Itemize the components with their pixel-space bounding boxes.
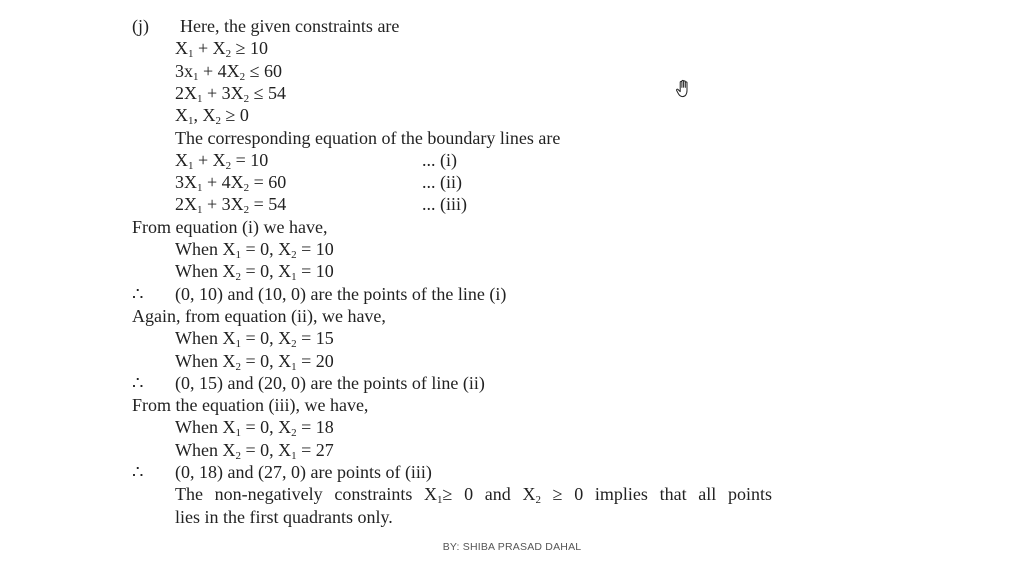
intro-text: Here, the given constraints are bbox=[180, 16, 400, 36]
therefore-symbol: ∴ bbox=[132, 372, 144, 393]
equation-ref: ... (ii) bbox=[422, 172, 462, 193]
constraint-expression: $X_1$, $X_2 \ge 0$ bbox=[175, 105, 249, 128]
equation-expression: $2X_1 + 3X_2 = 54$ bbox=[175, 194, 287, 217]
constraint-expression: $X_1 + X_2 \ge 10$ bbox=[175, 38, 269, 61]
hand-pointer-icon bbox=[675, 79, 693, 99]
therefore-symbol: ∴ bbox=[132, 462, 144, 482]
closing-text-justified: The non-negatively constraints $X_1\ge 0$ and $X_2 \ge 0$ implies that all points bbox=[175, 484, 772, 507]
therefore-symbol: ∴ bbox=[132, 283, 144, 304]
solution-label: (j) bbox=[132, 16, 149, 36]
closing-text: lies in the first quadrants only. bbox=[175, 506, 393, 527]
slide: (j) Here, the given constraints are $X_1 + X_2 \ge 10$ $3x_1 + 4X_2 \le 60$ $2X_1 + 3X_2 \le 54$ $X_1$, $X_2 \ge 0$ The corresponding equation of the boundary lines are $X_1 + X_2 = 10$ ... (i) $3X_1 + 4X_2 = 60$ ... (ii) $2X_1 + 3X_2 = 54$ ... (iii) From equation (i) we have, When $X_1 = 0$, $X_2 = 10$ When $X_2 = 0$, $X_1 = 10$ ∴ (0, 10) and (10, 0) are the points of the line (i) Again, from equation (ii), we have, When $X_1 = 0$, $X_2 = 15$ When $X_2 = 0$, $X_1 = 20$ ∴ (0, 15) and (20, 0) are the points of line (ii) From the equation (iii), we have, When $X_1 = 0$, $X_2 = 18$ When $X_2 = 0$, $X_1 = 27$ ∴ (0, 18) and (27, 0) are points of (iii) The non-negatively constraints $X_1\ge 0$ and $X_2 \ge 0$ implies that all points lies in the first quadrants only. bbox=[132, 16, 772, 527]
equation-expression: $3X_1 + 4X_2 = 60$ bbox=[175, 172, 287, 195]
equation-ref: ... (i) bbox=[422, 149, 457, 170]
equation-ref: ... (iii) bbox=[422, 194, 467, 215]
equation-expression: $X_1 + X_2 = 10$ bbox=[175, 149, 269, 172]
constraint-expression: $3x_1 + 4X_2 \le 60$ bbox=[175, 60, 283, 83]
footer-credit: BY: SHIBA PRASAD DAHAL bbox=[442, 541, 582, 553]
constraint-expression: $2X_1 + 3X_2 \le 54$ bbox=[175, 82, 287, 105]
boundary-intro-text: The corresponding equation of the boundary lines are bbox=[175, 127, 561, 148]
